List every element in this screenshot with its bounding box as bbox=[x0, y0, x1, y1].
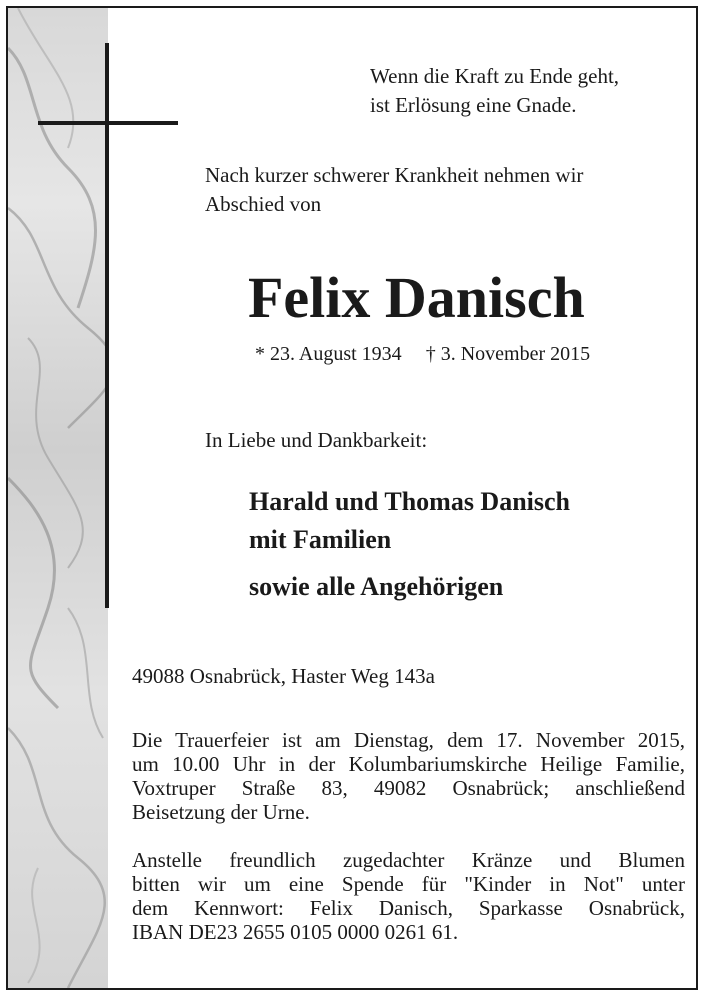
obituary-frame bbox=[6, 6, 698, 990]
intro-line: Nach kurzer schwerer Krankheit nehmen wir bbox=[205, 163, 584, 187]
ceremony-line: Voxtruper Straße 83, 49082 Osnabrück; anschließend bbox=[132, 776, 685, 800]
ceremony-line: Beisetzung der Urne. bbox=[132, 800, 310, 824]
birth-date: * 23. August 1934 bbox=[255, 343, 402, 365]
cross-icon-vertical bbox=[105, 43, 109, 608]
life-dates bbox=[255, 341, 590, 367]
address-line: 49088 Osnabrück, Haster Weg 143a bbox=[132, 664, 435, 688]
marble-side-panel bbox=[8, 8, 108, 988]
family-line: mit Familien bbox=[249, 525, 392, 554]
motto-line: Wenn die Kraft zu Ende geht, bbox=[370, 64, 620, 88]
motto-line: ist Erlösung eine Gnade. bbox=[370, 93, 577, 117]
donation-line: Anstelle freundlich zugedachter Kränze und Blumen bbox=[132, 848, 685, 872]
ceremony-paragraph bbox=[132, 728, 685, 824]
deceased-name: Felix Danisch bbox=[248, 265, 585, 330]
thanks-line: In Liebe und Dankbarkeit: bbox=[205, 428, 428, 452]
family-names bbox=[249, 483, 570, 559]
relatives-line: sowie alle Angehörigen bbox=[249, 572, 504, 601]
ceremony-line: um 10.00 Uhr in der Kolumbariumskirche Heilige Familie, bbox=[132, 752, 685, 776]
ceremony-line: Die Trauerfeier ist am Dienstag, dem 17. November 2015, bbox=[132, 728, 685, 752]
intro-text bbox=[205, 161, 583, 219]
cross-icon-horizontal bbox=[38, 121, 178, 125]
donation-line: bitten wir um eine Spende für "Kinder in Not" unter bbox=[132, 872, 685, 896]
donation-line: IBAN DE23 2655 0105 0000 0261 61. bbox=[132, 920, 459, 944]
donation-line: dem Kennwort: Felix Danisch, Sparkasse Osnabrück, bbox=[132, 896, 685, 920]
marble-veins-decoration bbox=[8, 8, 108, 988]
death-date: † 3. November 2015 bbox=[425, 343, 591, 365]
intro-line: Abschied von bbox=[205, 192, 322, 216]
donation-paragraph bbox=[132, 848, 685, 944]
motto-verse bbox=[370, 62, 619, 120]
family-line: Harald und Thomas Danisch bbox=[249, 487, 571, 516]
